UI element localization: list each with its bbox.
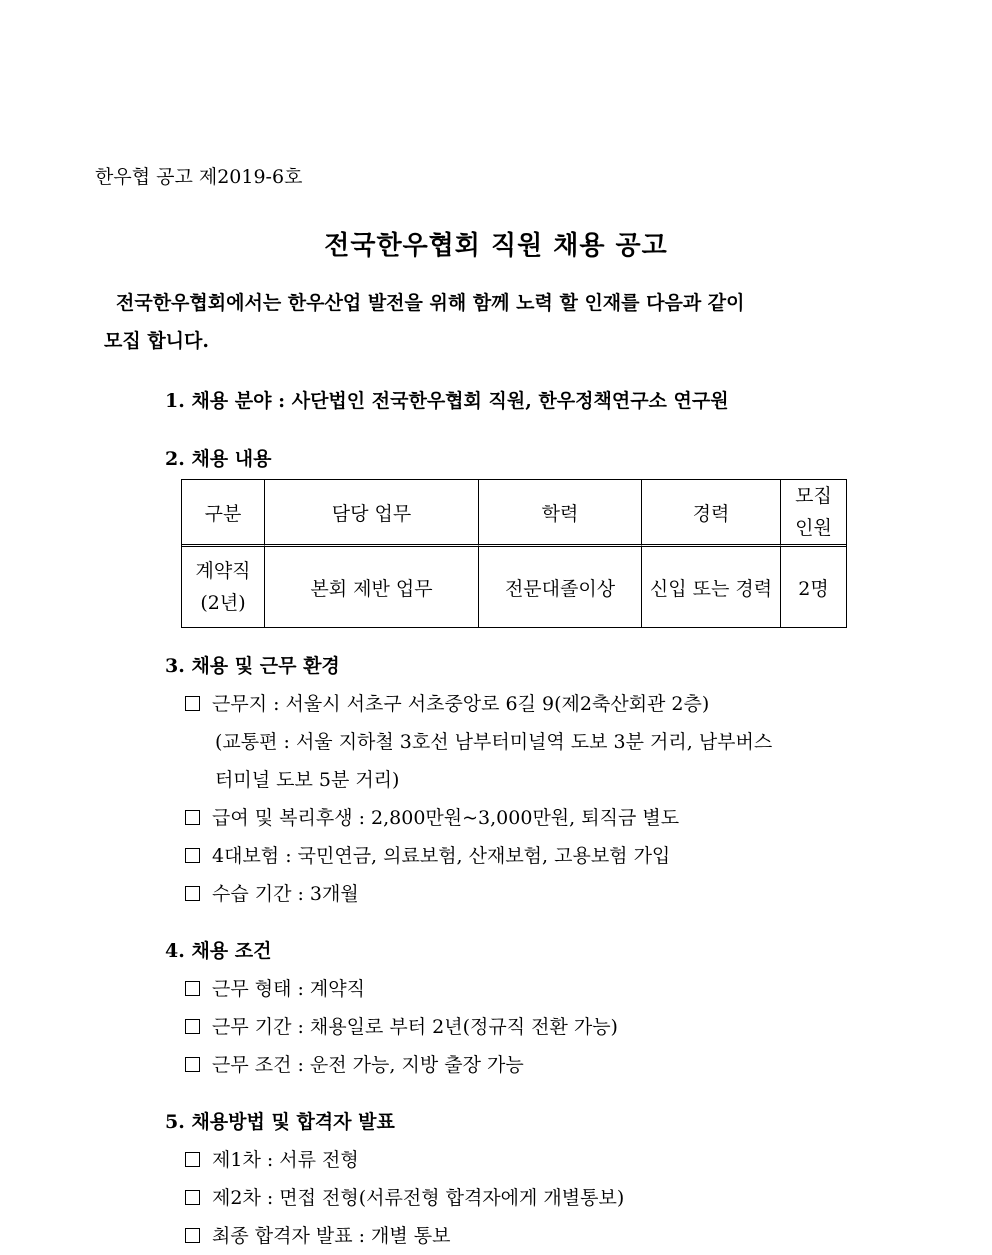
transport-line-1: (교통편 : 서울 지하철 3호선 남부터미널역 도보 3분 거리, 남부버스 bbox=[215, 731, 773, 753]
cell-career: 신입 또는 경력 bbox=[642, 547, 781, 627]
header-career: 경력 bbox=[642, 480, 781, 547]
list-item: 근무 형태 : 계약직 bbox=[185, 974, 365, 1001]
intro-line-2: 모집 합니다. bbox=[104, 330, 209, 352]
header-category: 구분 bbox=[182, 480, 265, 547]
list-item: 제1차 : 서류 전형 bbox=[185, 1145, 359, 1172]
checkbox-icon bbox=[185, 1152, 200, 1167]
transport-line-2: 터미널 도보 5분 거리) bbox=[215, 769, 400, 791]
list-item: 급여 및 복리후생 : 2,800만원~3,000만원, 퇴직금 별도 bbox=[185, 803, 679, 830]
list-item: 근무지 : 서울시 서초구 서초중앙로 6길 9(제2축산회관 2층) bbox=[185, 689, 709, 716]
notice-number: 한우협 공고 제2019-6호 bbox=[95, 166, 303, 188]
header-headcount bbox=[781, 480, 846, 547]
cell-category-line1: 계약직 bbox=[195, 560, 251, 582]
header-education: 학력 bbox=[479, 480, 642, 547]
list-item: 근무 기간 : 채용일로 부터 2년(정규직 전환 가능) bbox=[185, 1012, 618, 1039]
checkbox-icon bbox=[185, 981, 200, 996]
section-5-heading: 5. 채용방법 및 합격자 발표 bbox=[165, 1111, 395, 1133]
checkbox-icon bbox=[185, 848, 200, 863]
checkbox-icon bbox=[185, 810, 200, 825]
section-4-heading: 4. 채용 조건 bbox=[165, 940, 272, 962]
cell-headcount: 2명 bbox=[798, 577, 829, 600]
checkbox-icon bbox=[185, 1190, 200, 1205]
checkbox-icon bbox=[185, 1057, 200, 1072]
list-item: 4대보험 : 국민연금, 의료보험, 산재보험, 고용보험 가입 bbox=[185, 841, 670, 868]
header-headcount-line1: 모집 bbox=[795, 485, 832, 507]
recruitment-table bbox=[181, 479, 847, 628]
cell-category-line2: (2년) bbox=[200, 592, 246, 614]
checkbox-icon bbox=[185, 1228, 200, 1243]
list-item: 제2차 : 면접 전형(서류전형 합격자에게 개별통보) bbox=[185, 1183, 624, 1210]
section-1-heading: 1. 채용 분야 : 사단법인 전국한우협회 직원, 한우정책연구소 연구원 bbox=[165, 390, 729, 412]
table-row bbox=[182, 547, 846, 627]
cell-duty: 본회 제반 업무 bbox=[265, 547, 479, 627]
cell-category bbox=[182, 547, 265, 627]
list-item: 근무 조건 : 운전 가능, 지방 출장 가능 bbox=[185, 1050, 524, 1077]
list-item: 수습 기간 : 3개월 bbox=[185, 879, 359, 906]
page-title: 전국한우협회 직원 채용 공고 bbox=[324, 231, 668, 261]
header-headcount-line2: 인원 bbox=[795, 517, 832, 539]
list-item: 최종 합격자 발표 : 개별 통보 bbox=[185, 1221, 451, 1248]
section-2-heading: 2. 채용 내용 bbox=[165, 448, 272, 470]
section-3-heading: 3. 채용 및 근무 환경 bbox=[165, 655, 340, 677]
table-header-row bbox=[182, 480, 846, 547]
checkbox-icon bbox=[185, 886, 200, 901]
checkbox-icon bbox=[185, 1019, 200, 1034]
header-duty: 담당 업무 bbox=[265, 480, 479, 547]
intro-line-1: 전국한우협회에서는 한우산업 발전을 위해 함께 노력 할 인재를 다음과 같이 bbox=[116, 292, 745, 314]
cell-education: 전문대졸이상 bbox=[479, 547, 642, 627]
checkbox-icon bbox=[185, 696, 200, 711]
